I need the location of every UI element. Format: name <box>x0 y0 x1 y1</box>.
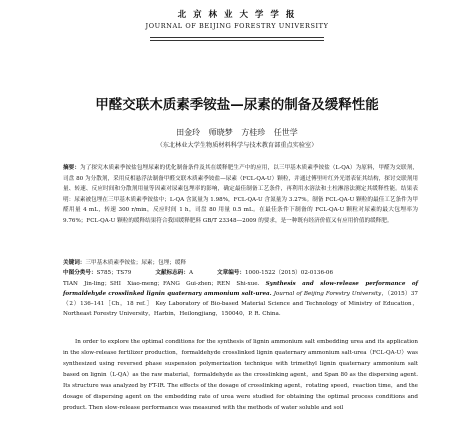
classification-line <box>63 268 418 278</box>
en-details: （2015）37（2）136–141［Ch，18 ref.］ Key Laboratory of Bio-based Material Science and Technology of Ministry of Education，Northeast Forestry University，Harbin，Heilongjiang，150040，P. R. China. <box>63 291 418 317</box>
keywords-cn-label: 关键词： <box>63 260 86 266</box>
en-journal: Journal of Beijing Forestry University <box>273 291 382 297</box>
english-citation: TIAN Jin-ling；SHI Xiao-meng；FANG Gui-zhen；REN Shi-xue. Synthesis and slow-release performance of formaldehyde crosslinked lignin quaternary ammonium salt-urea. Journal of Beijing Forestry University，（2015）37（2）136–141［Ch，18 ref.］ Key Laboratory of Bio-based Material Science and Technology of Ministry of Education，Northeast Forestry University，Harbin，Heilongjiang，150040，P. R. China. <box>63 281 419 317</box>
doc-code-label: 文献标志码： <box>155 270 189 276</box>
abstract-cn-text: 为了探究木质素季铵盐包埋尿素的优化制备条件及其在缓释肥生产中的应用，以三甲基木质素季铵盐（L-QA）为原料，甲醛为交联剂，司盘 80 为分散剂，采用反相悬浮法制备甲醛交联木质素季铵盐—尿素（FCL-QA-U）颗粒，并通过傅里叶红外光谱表征其结构，探讨交联剂用量、转速、反应时间和分散剂用量等因素对尿素包埋率的影响，确定最佳制备工艺条件，再利用水溶法和土柱淋溶法测定其缓释性能。结果表明：尿素被包埋在三甲基木质素季铵盐中；L-QA 含氮量为 1.98%，FCL-QA-U 含氮量为 3.27%。制备 FCL-QA-U 颗粒的最佳工艺条件为甲醛用量 4 mL，转速 300 r/min，反应时间 1 h，司盘 80 用量 0.5 mL。在最佳条件下制备的 FCL-QA-U 颗粒对尿素的最大包埋率为 9.76%；FCL-QA-U 颗粒的缓释结果符合我国缓释肥料 GB/T 23348—2009 的要求，是一种既有经济价值又有应用价值的缓释肥。 <box>63 165 418 224</box>
article-title: 甲醛交联木质素季铵盐—尿素的制备及缓释性能 <box>95 97 379 113</box>
journal-name-en: JOURNAL OF BEIJING FORESTRY UNIVERSITY <box>145 22 329 30</box>
journal-name-cn: 北 京 林 业 大 学 学 报 <box>177 10 297 20</box>
keywords-cn-text: 三甲基木质素季铵盐；尿素；包埋；缓释 <box>85 260 187 266</box>
en-title: Synthesis and slow-release performance of formaldehyde crosslinked lignin quaternary ammonium salt-urea. <box>63 281 419 297</box>
clc-label: 中图分类号： <box>63 270 97 276</box>
abstract-en: In order to explore the optimal conditions for the synthesis of lignin ammonium salt embedding urea and its application in the slow-release fertilizer production，formaldehyde crosslinked lignin quaternary ammonium salt-urea（FCL-QA-U）was synthesized using reversed phase suspension polymerization technique with trimethyl lignin quaternary ammonium salt based on lignin（L-QA）as the raw material，formaldehyde as the crosslinking agent，and Span 80 as the dispersing agent. Its structure was analyzed by FT-IR. The effects of the dosage of crosslinking agent，rotating speed，reaction time，and the dosage of dispersing agent on the embedding rate of urea were studied for obtaining the optimal process conditions and product. Then slow-release performance was measured with the methods of water soluble and soil <box>63 339 418 411</box>
header-rule-top <box>150 37 324 38</box>
keywords-cn <box>63 258 418 268</box>
article-no-label: 文章编号： <box>217 270 245 276</box>
article-authors: 田金玲 师晓梦 方桂珍 任世学 <box>176 128 298 137</box>
article-affiliation: （东北林业大学生物质材料科学与技术教育部重点实验室） <box>156 142 318 149</box>
abstract-cn-label: 摘要： <box>63 165 81 171</box>
abstract-cn <box>63 163 418 227</box>
clc-value: S785；TS79 <box>96 270 132 276</box>
article-no-value: 1000-1522（2015）02-0136-06 <box>244 270 334 276</box>
doc-code-value: A <box>188 270 193 276</box>
header-rule-bottom <box>150 40 324 41</box>
en-authors: TIAN Jin-ling；SHI Xiao-meng；FANG Gui-zhen；REN Shi-xue. <box>63 281 260 287</box>
